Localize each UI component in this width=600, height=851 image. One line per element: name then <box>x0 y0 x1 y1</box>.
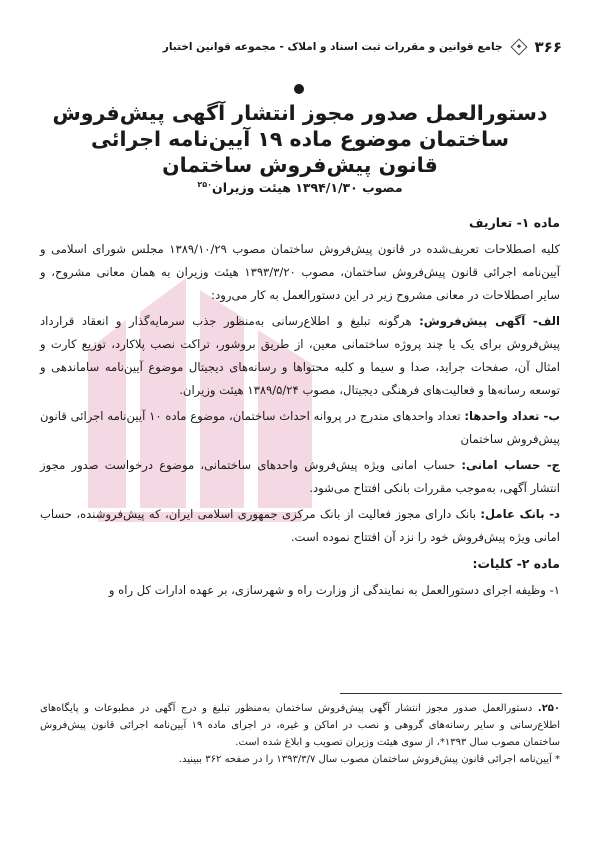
definition-b-term: ب- تعداد واحدها: <box>464 409 560 423</box>
document-body <box>40 208 560 605</box>
footnote-250-number: ۲۵۰. <box>537 703 560 714</box>
definition-a-text: هرگونه تبلیغ و اطلاع‌رسانی به‌منظور جذب سرمایه‌گذار و انعقاد قرارداد پیش‌فروش برای یک یا چند پروژه ساختمانی معین، از طریق بروشور، تراکت نصب پلاکارد، توزیع کارت و امثال آن، صفحات جراید، صدا و سیما و کلیه محتواها و رسانه‌های دیجیتال موضوع آیین‌نامه ساماندهی و توسعه رسانه‌ها و فعالیت‌های فرهنگی دیجیتال، مصوب ۱۳۸۹/۵/۲۴ هیئت وزیران. <box>40 314 560 397</box>
page-header <box>34 30 562 64</box>
title-line-2: ساختمان موضوع ماده ۱۹ آیین‌نامه اجرائی <box>91 127 509 151</box>
bullet-dot-icon <box>294 84 304 94</box>
definition-a <box>40 310 560 402</box>
definition-a-term: الف- آگهی پیش‌فروش: <box>419 314 560 328</box>
approval-line <box>100 180 500 195</box>
title-line-1: دستورالعمل صدور مجوز انتشار آگهی پیش‌فروش <box>52 101 548 125</box>
approval-text: مصوب ۱۳۹۴/۱/۳۰ هیئت وزیران <box>212 180 403 196</box>
definition-c-text: حساب امانی ویژه پیش‌فروش واحدهای ساختمانی، موضوع درخواست صدور مجوز انتشار آگهی، به‌موجب مقررات بانکی افتتاح می‌شود. <box>40 458 560 495</box>
definition-d <box>40 503 560 549</box>
definition-d-term: د- بانک عامل: <box>480 507 560 521</box>
article-1-heading: ماده ۱- تعاریف <box>469 215 560 230</box>
intro-paragraph: کلیه اصطلاحات تعریف‌شده در قانون پیش‌فروش ساختمان مصوب ۱۳۸۹/۱۰/۲۹ مجلس شورای اسلامی و آیین‌نامه اجرائی قانون پیش‌فروش ساختمان، مصوب ۱۳۹۳/۳/۲۰ هیئت وزیران به همان معانی مشروح، و سایر اصطلاحات در معانی مشروح زیر در این دستورالعمل به کار می‌رود: <box>40 242 560 302</box>
definition-c-term: ج- حساب امانی: <box>461 458 561 472</box>
title-line-3: قانون پیش‌فروش ساختمان <box>162 153 438 177</box>
document-title <box>40 100 560 178</box>
footnote-ref-250[interactable]: ۲۵۰ <box>197 180 213 189</box>
page-number: ۳۶۶ <box>534 38 562 56</box>
footnote-250 <box>40 700 560 751</box>
definition-d-text: بانک دارای مجوز فعالیت از بانک مرکزی جمهوری اسلامی ایران، که پیش‌فروشنده، حساب امانی ویژه پیش‌فروش خود را نزد آن افتتاح نموده است. <box>40 507 560 544</box>
article-2-heading: ماده ۲- کلیات: <box>472 556 560 571</box>
running-title: جامع قوانین و مقررات ثبت اسناد و املاک - مجموعه قوانین اختبار <box>162 41 503 53</box>
diamond-ornament-icon <box>510 39 527 56</box>
footnotes <box>40 700 560 768</box>
definition-b-text: تعداد واحدهای مندرج در پروانه احداث ساختمان، موضوع ماده ۱۰ آیین‌نامه اجرائی قانون پیش‌فروش ساختمان <box>40 409 560 446</box>
definition-c <box>40 454 560 500</box>
article-2-item-1: ۱- وظیفه اجرای دستورالعمل به نمایندگی از وزارت راه و شهرسازی، بر عهده ادارات کل راه و <box>108 583 560 597</box>
footnote-star: * آیین‌نامه اجرائی قانون پیش‌فروش ساختمان مصوب سال ۱۳۹۳/۳/۷ را در صفحه ۳۶۲ ببینید. <box>178 754 560 765</box>
footnote-250-text: دستورالعمل صدور مجوز انتشار آگهی پیش‌فروش ساختمان به‌منظور تبلیغ و درج آگهی در مطبوعات و پایگاه‌های اطلاع‌رسانی و سایر رسانه‌های گروهی و نصب در اماکن و غیره، در اجرای ماده ۱۹ آیین‌نامه اجرائی قانون پیش‌فروش ساختمان مصوب سال ۱۳۹۳*، از سوی هیئت وزیران تصویب و ابلاغ شده است. <box>40 703 560 748</box>
footnote-divider <box>340 693 562 694</box>
definition-b <box>40 405 560 451</box>
